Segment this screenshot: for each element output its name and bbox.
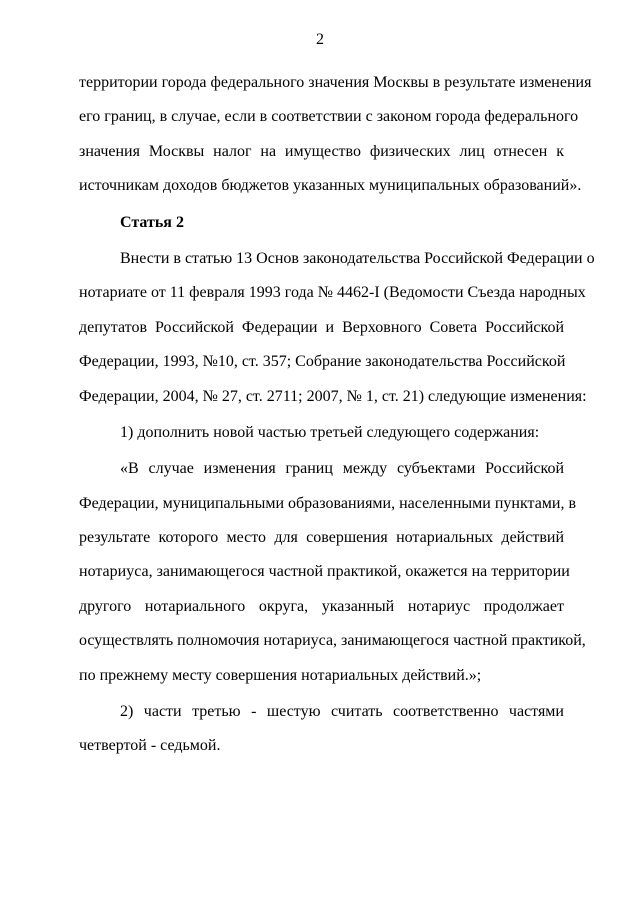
- text-line: Федерации, 1993, №10, ст. 357; Собрание законодательства Российской: [79, 353, 566, 371]
- text-line: его границ, в случае, если в соответствии с законом города федерального: [79, 108, 579, 126]
- article-heading: Статья 2: [120, 213, 184, 231]
- text-line: результате которого место для совершения нотариальных действий: [79, 529, 564, 547]
- paragraph-continuation: [79, 66, 592, 204]
- text-line: значения Москвы налог на имущество физических лиц отнесен к: [79, 142, 564, 160]
- text-line: «В случае изменения границ между субъектами Российской: [120, 460, 564, 478]
- paragraph-item-2: [79, 695, 564, 764]
- text-line: 2) части третью - шестую считать соответственно частями: [120, 703, 564, 721]
- paragraph-article-intro: [79, 242, 595, 414]
- page-number: 2: [316, 31, 324, 48]
- text-line: осуществлять полномочия нотариуса, занимающегося частной практикой,: [79, 632, 586, 650]
- text-line: источникам доходов бюджетов указанных муниципальных образований».: [79, 177, 582, 195]
- document-body: [79, 66, 595, 764]
- text-line: Внести в статью 13 Основ законодательства Российской Федерации о: [120, 249, 595, 267]
- text-line: территории города федерального значения Москвы в результате изменения: [79, 74, 592, 91]
- text-line: Федерации, муниципальными образованиями, населенными пунктами, в: [79, 494, 577, 512]
- text-line: депутатов Российской Федерации и Верховного Совета Российской: [79, 318, 564, 336]
- text-line: четвертой - седьмой.: [79, 737, 221, 755]
- text-line: 1) дополнить новой частью третьей следующего содержания:: [120, 423, 540, 441]
- paragraph-quoted-text: [79, 452, 586, 693]
- text-line: Федерации, 2004, № 27, ст. 2711; 2007, № 1, ст. 21) следующие изменения:: [79, 387, 587, 405]
- text-line: нотариате от 11 февраля 1993 года № 4462-I (Ведомости Съезда народных: [79, 284, 586, 302]
- text-line: нотариуса, занимающегося частной практикой, окажется на территории: [79, 563, 570, 581]
- text-line: по прежнему месту совершения нотариальных действий.»;: [79, 666, 482, 684]
- text-line: другого нотариального округа, указанный нотариус продолжает: [79, 597, 564, 615]
- paragraph-item-1: [79, 416, 564, 450]
